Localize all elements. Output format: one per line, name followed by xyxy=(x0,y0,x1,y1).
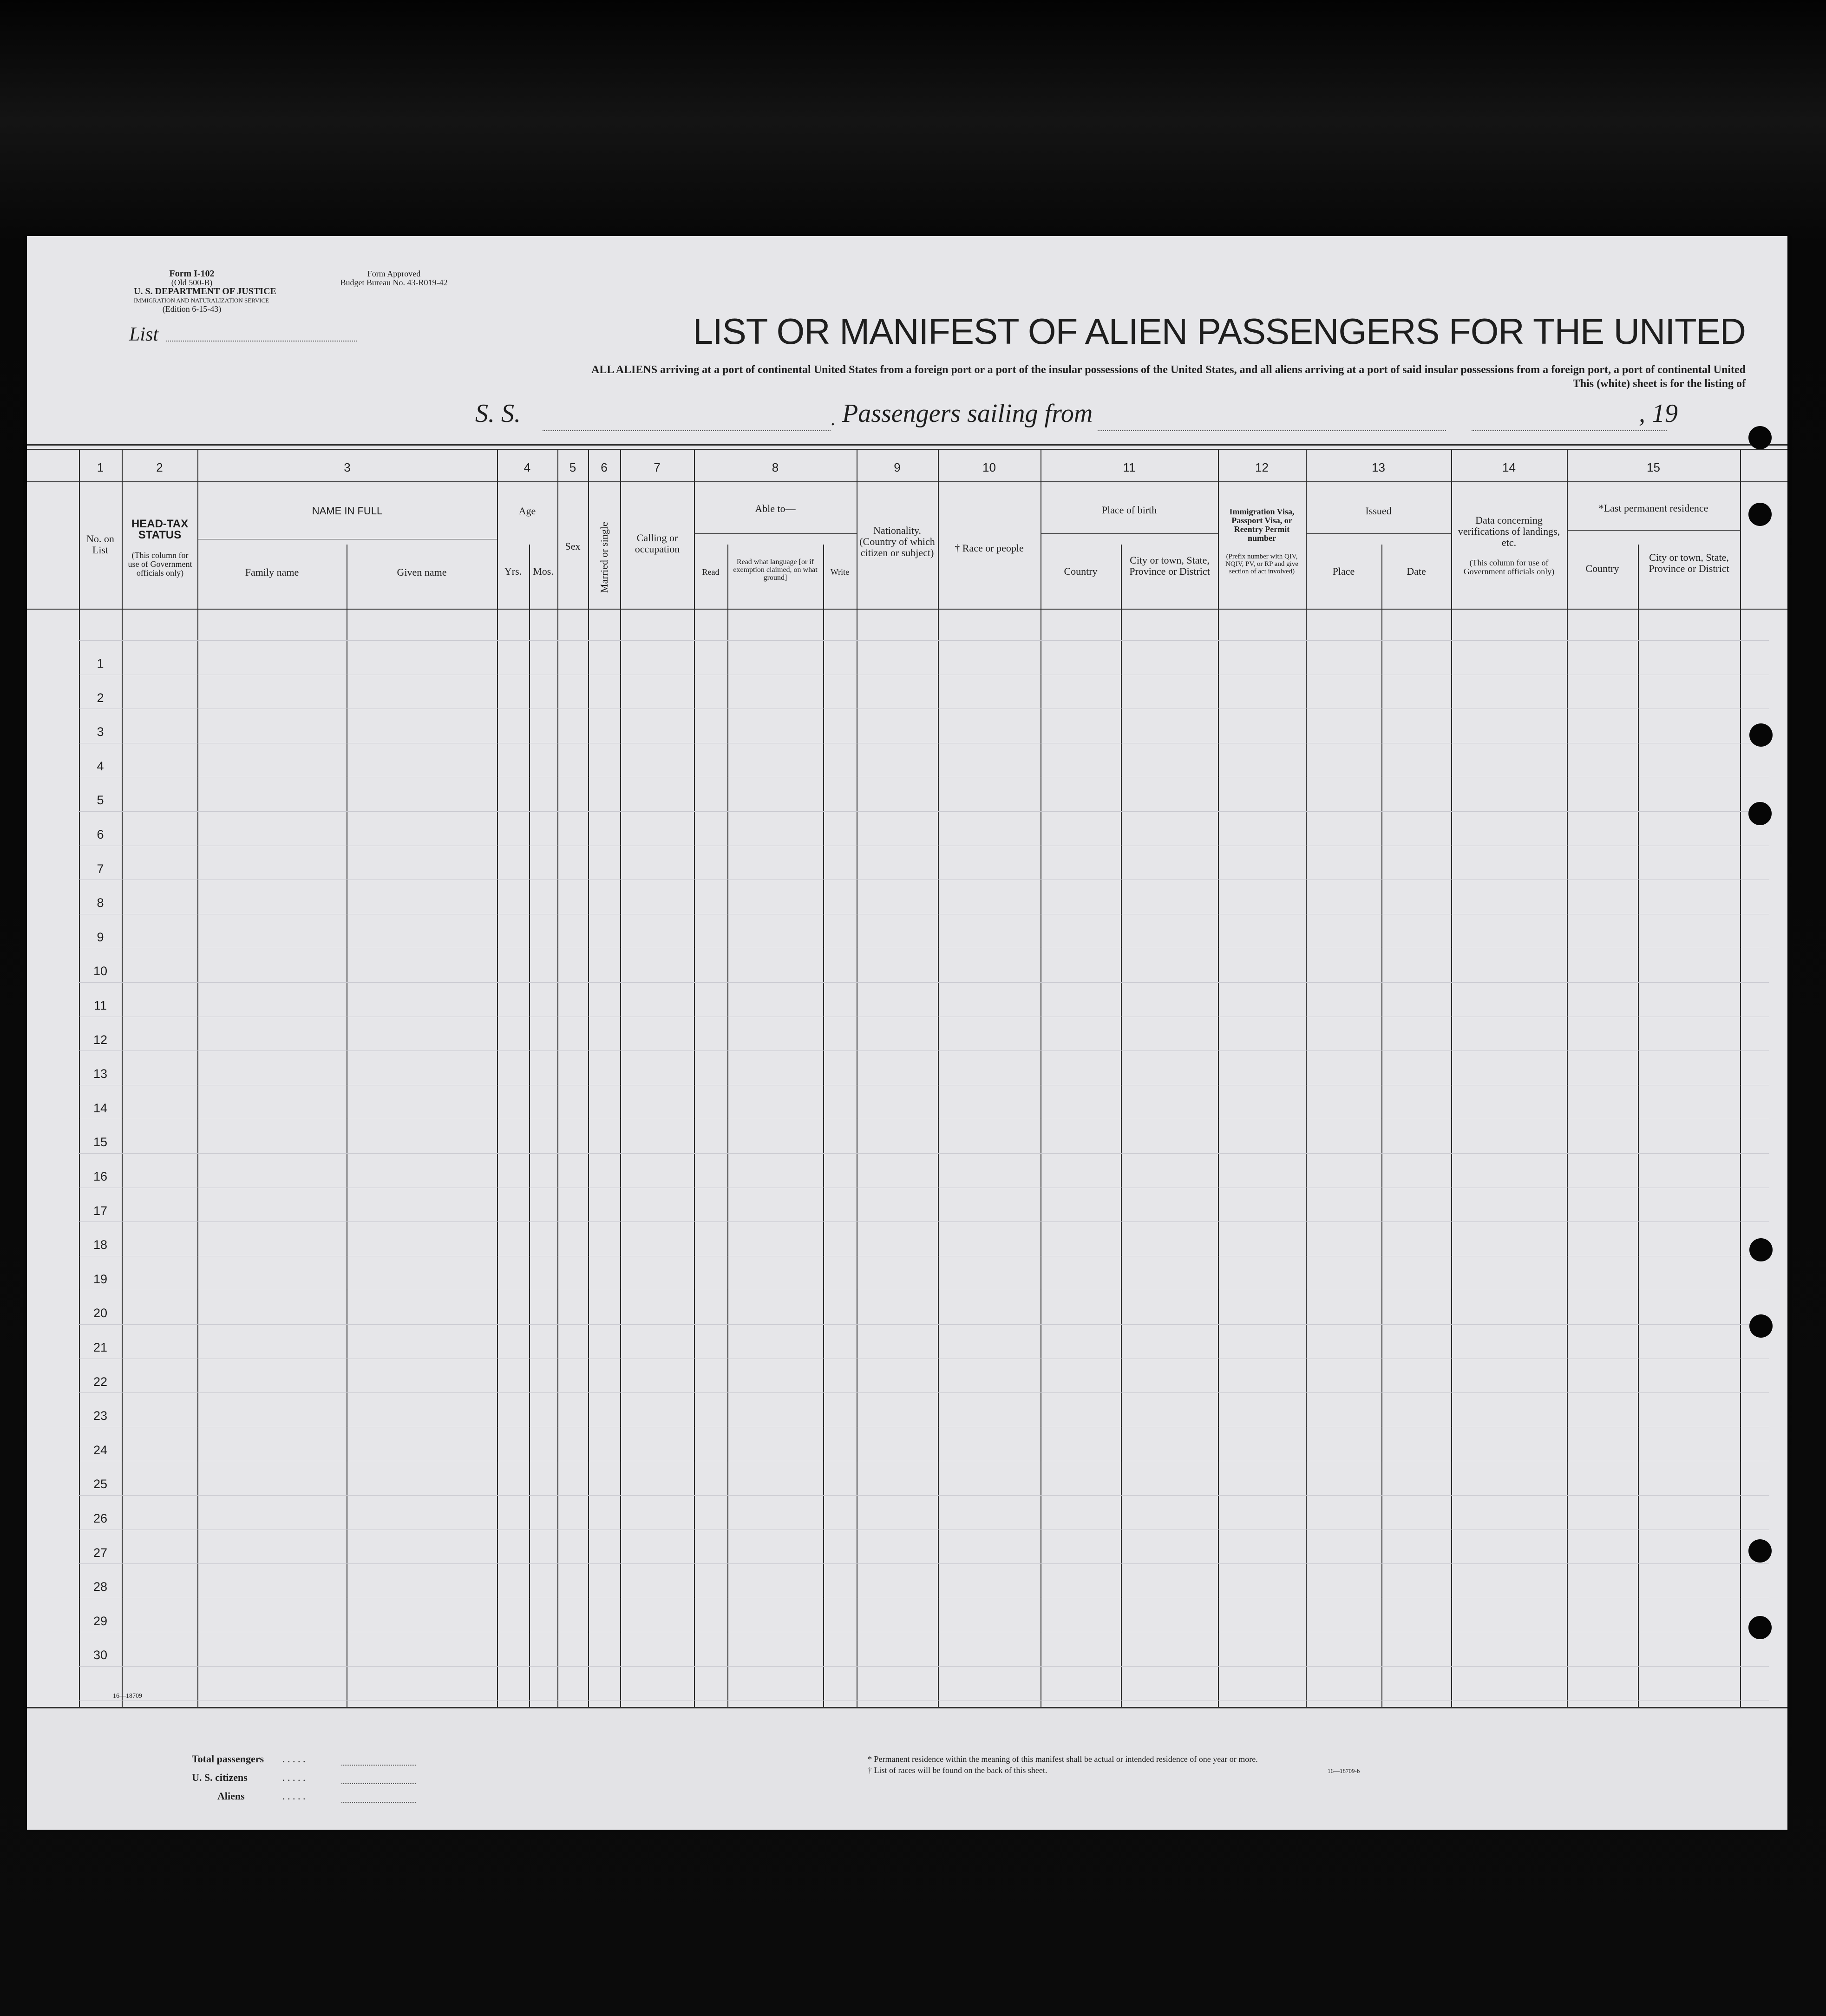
leader-dots: . . . . . xyxy=(282,1772,306,1783)
col-line xyxy=(588,449,589,1707)
row-number: 11 xyxy=(93,998,107,1012)
header-residence-country: Country xyxy=(1585,563,1619,574)
row-number: 18 xyxy=(93,1238,108,1252)
row-number: 10 xyxy=(93,964,108,978)
row-number: 4 xyxy=(97,759,104,773)
col-num-8: 8 xyxy=(772,460,779,474)
row-number: 29 xyxy=(93,1614,108,1628)
row-number: 26 xyxy=(93,1511,108,1525)
col-line xyxy=(1567,449,1568,1707)
header-data-note: (This column for use of Government officials only) xyxy=(1463,558,1555,576)
binder-hole xyxy=(1748,426,1772,449)
header-data-concerning: Data concerning verifications of landings, etc. xyxy=(1458,514,1560,548)
header-last-residence: *Last permanent residence xyxy=(1598,502,1708,514)
header-issued-place: Place xyxy=(1332,565,1355,577)
binder-hole xyxy=(1749,1238,1773,1261)
manifest-sheet xyxy=(27,236,1787,1830)
top-rule-2 xyxy=(27,449,1787,450)
header-visa-note: (Prefix number with QIV, NQIV, PV, or RP and give section of act involved) xyxy=(1225,553,1298,575)
row-rule xyxy=(78,1666,1769,1667)
form-old-number: (Old 500-B) xyxy=(171,278,213,287)
header-visa: Immigration Visa, Passport Visa, or Reentry Permit number xyxy=(1229,507,1295,543)
form-edition: (Edition 6-15-43) xyxy=(162,304,222,314)
row-rule xyxy=(78,982,1769,983)
col-num-1: 1 xyxy=(97,460,104,474)
header-family-name: Family name xyxy=(245,566,299,578)
form-number: Form I-102 xyxy=(169,269,215,279)
header-no-on-list: No. on List xyxy=(86,533,114,556)
row-rule xyxy=(78,811,1769,812)
col-num-4: 4 xyxy=(524,460,531,474)
header-issued: Issued xyxy=(1365,505,1392,517)
header-head-tax-note: (This column for use of Government officials only) xyxy=(128,551,192,578)
subtitle-line-1: ALL ALIENS arriving at a port of continental United States from a foreign port or a port of the insular possessions of the United States, and all aliens arriving at a port of said insular possessions from a foreign port, a port of continental United xyxy=(591,364,1746,376)
col-num-6: 6 xyxy=(601,460,608,474)
footer-print-code: 16—18709-b xyxy=(1328,1767,1360,1774)
row-number: 28 xyxy=(93,1580,108,1594)
col-num-3: 3 xyxy=(344,460,351,474)
header-name-in-full: NAME IN FULL xyxy=(312,505,383,517)
col-line xyxy=(1218,449,1219,1707)
header-calling: Calling or occupation xyxy=(635,532,680,555)
year-label: , 19 xyxy=(1639,399,1678,428)
col-line xyxy=(529,545,530,1707)
row-number: 27 xyxy=(93,1545,108,1560)
birth-sub-rule xyxy=(1041,533,1218,534)
form-approved: Form Approved xyxy=(367,269,421,278)
row-number: 2 xyxy=(97,690,104,705)
col-line xyxy=(197,449,198,1707)
period-mark: . xyxy=(831,408,835,429)
row-rule xyxy=(78,1495,1769,1496)
col-num-9: 9 xyxy=(894,460,901,474)
form-id-block xyxy=(134,269,276,314)
row-number: 22 xyxy=(93,1374,108,1389)
header-able-to: Able to— xyxy=(755,503,796,514)
top-rule xyxy=(27,444,1787,446)
issued-sub-rule xyxy=(1306,533,1451,534)
footnote-races: † List of races will be found on the back of this sheet. xyxy=(868,1766,1047,1775)
header-sex: Sex xyxy=(565,540,581,552)
col-line xyxy=(727,545,728,1707)
able-sub-rule xyxy=(694,533,857,534)
header-bottom-rule xyxy=(27,609,1787,610)
row-number: 6 xyxy=(97,827,104,841)
ss-label: S. S. xyxy=(475,399,521,428)
total-passengers-label: Total passengers xyxy=(192,1753,264,1765)
leader-dots: . . . . . xyxy=(282,1753,306,1765)
col-num-12: 12 xyxy=(1255,460,1269,474)
col-line xyxy=(1121,545,1122,1707)
header-race: † Race or people xyxy=(955,542,1024,554)
col-line xyxy=(620,449,621,1707)
row-rule xyxy=(78,1153,1769,1154)
form-department: U. S. DEPARTMENT OF JUSTICE xyxy=(134,286,276,296)
col-line xyxy=(938,449,939,1707)
list-label: List xyxy=(129,324,159,345)
header-residence-city: City or town, State, Province or District xyxy=(1649,552,1729,574)
row-number: 17 xyxy=(93,1203,108,1218)
binder-hole xyxy=(1748,1539,1772,1563)
row-rule xyxy=(78,1324,1769,1325)
page-title: LIST OR MANIFEST OF ALIEN PASSENGERS FOR THE UNITED xyxy=(693,311,1746,352)
col-num-10: 10 xyxy=(982,460,996,474)
subtitle-line-2: This (white) sheet is for the listing of xyxy=(1572,378,1746,390)
footnote-residence: * Permanent residence within the meaning of this manifest shall be actual or intended residence of one year or more. xyxy=(868,1754,1258,1764)
us-citizens-label: U. S. citizens xyxy=(192,1772,248,1783)
row-number: 13 xyxy=(93,1067,108,1081)
table-bottom-rule xyxy=(27,1707,1787,1708)
row-number: 1 xyxy=(97,657,104,670)
budget-number: Budget Bureau No. 43-R019-42 xyxy=(340,278,448,287)
col-line xyxy=(1638,545,1639,1707)
col-line xyxy=(79,449,80,1707)
row-number: 24 xyxy=(93,1443,108,1457)
row-number: 3 xyxy=(97,725,104,739)
leader-dots: . . . . . xyxy=(282,1790,306,1802)
row-rule xyxy=(78,1392,1769,1393)
header-given-name: Given name xyxy=(397,566,447,578)
budget-block xyxy=(324,269,464,287)
port-field[interactable] xyxy=(1098,430,1446,431)
col-num-15: 15 xyxy=(1647,460,1660,474)
row-rule xyxy=(78,640,1769,641)
aliens-label: Aliens xyxy=(217,1790,245,1802)
header-read: Read xyxy=(702,567,720,577)
col-line xyxy=(557,449,558,1707)
ship-name-field[interactable] xyxy=(543,430,831,431)
row-number: 9 xyxy=(97,930,104,944)
row-number: 8 xyxy=(97,896,104,910)
binder-hole xyxy=(1748,1616,1772,1639)
col-num-5: 5 xyxy=(569,460,576,474)
col-num-2: 2 xyxy=(156,460,163,474)
row-number: 19 xyxy=(93,1272,108,1286)
col-line xyxy=(1740,449,1741,1707)
col-line xyxy=(1381,545,1382,1707)
date-field[interactable] xyxy=(1472,430,1667,431)
row-number: 16 xyxy=(93,1169,108,1183)
header-married-single: Married or single xyxy=(598,522,610,593)
total-passengers-field[interactable] xyxy=(341,1765,416,1766)
row-number: 30 xyxy=(93,1648,108,1662)
header-nationality: Nationality. (Country of which citizen or subject) xyxy=(859,525,935,558)
row-number: 7 xyxy=(97,861,104,876)
aliens-field[interactable] xyxy=(341,1802,416,1803)
row-number: 12 xyxy=(93,1032,108,1047)
row-rule xyxy=(78,1563,1769,1564)
col-line xyxy=(497,449,498,1707)
header-place-of-birth: Place of birth xyxy=(1101,504,1157,516)
header-write: Write xyxy=(830,567,850,577)
row-number: 23 xyxy=(93,1409,108,1423)
print-code: 16—18709 xyxy=(113,1693,142,1700)
row-number: 20 xyxy=(93,1306,108,1320)
binder-hole xyxy=(1749,1314,1773,1338)
column-number-rule xyxy=(27,481,1787,482)
col-line xyxy=(694,449,695,1707)
header-birth-city: City or town, State, Province or District xyxy=(1129,554,1210,577)
row-number: 25 xyxy=(93,1477,108,1491)
header-mos: Mos. xyxy=(533,565,554,577)
residence-sub-rule xyxy=(1567,530,1740,531)
col-num-14: 14 xyxy=(1502,460,1516,474)
row-number: 14 xyxy=(93,1101,108,1115)
col-line xyxy=(1306,449,1307,1707)
header-read-language: Read what language [or if exemption claimed, on what ground] xyxy=(733,558,818,582)
binder-hole xyxy=(1748,503,1772,526)
row-rule xyxy=(78,1221,1769,1222)
header-head-tax: HEAD-TAX STATUS xyxy=(131,518,189,541)
col-line xyxy=(823,545,824,1707)
row-number: 15 xyxy=(93,1135,108,1149)
row-number: 21 xyxy=(93,1340,108,1354)
us-citizens-field[interactable] xyxy=(341,1783,416,1784)
header-birth-country: Country xyxy=(1064,565,1098,577)
col-line xyxy=(122,449,123,1707)
col-num-13: 13 xyxy=(1372,460,1385,474)
col-num-7: 7 xyxy=(654,460,661,474)
header-yrs: Yrs. xyxy=(504,565,522,577)
row-number: 5 xyxy=(97,793,104,808)
binder-hole xyxy=(1748,802,1772,825)
sailing-label: Passengers sailing from xyxy=(842,399,1093,428)
header-issued-date: Date xyxy=(1407,565,1426,577)
binder-hole xyxy=(1749,723,1773,747)
col-line xyxy=(1451,449,1452,1707)
form-service: IMMIGRATION AND NATURALIZATION SERVICE xyxy=(134,297,269,304)
col-num-11: 11 xyxy=(1123,460,1136,474)
header-age: Age xyxy=(518,505,536,517)
